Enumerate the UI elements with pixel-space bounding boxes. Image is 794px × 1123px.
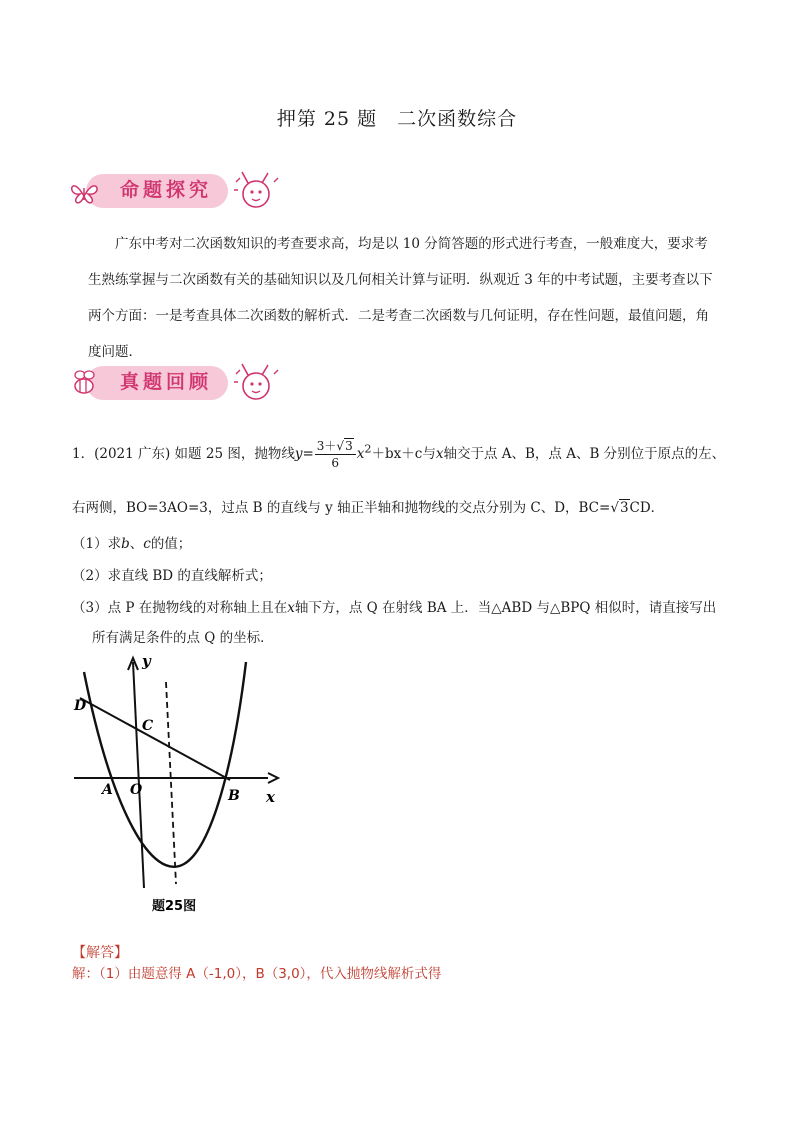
problem-tail: 轴交于点 A、B，点 A、B 分别位于原点的左、 <box>443 446 726 462</box>
label-c: C <box>142 718 154 734</box>
q3-text-b: 轴下方，点 Q 在射线 BA 上．当△ABD 与△BPQ 相似时，请直接写出 <box>294 600 717 616</box>
var-x: x <box>287 600 295 616</box>
label-b: B <box>228 788 240 804</box>
section-banner-review <box>66 358 286 406</box>
var-y: y <box>294 446 303 462</box>
bee-icon <box>75 371 94 393</box>
y-axis <box>133 662 144 888</box>
problem-lead: 1．(2021 广东) 如题 25 图，抛物线 <box>72 446 295 462</box>
problem-condition: 右两侧，BO=3AO=3，过点 B 的直线与 y 轴正半轴和抛物线的交点分别为 C、D，BC= <box>72 500 611 516</box>
problem-condition-end: CD． <box>629 500 665 516</box>
fraction-sqrt: 3 <box>345 439 353 453</box>
figure-caption: 题25图 <box>152 899 197 914</box>
label-x: x <box>266 788 275 806</box>
label-a: A <box>102 782 113 798</box>
polynomial-rest: ＋bx＋c与 <box>371 446 436 462</box>
figure-25 <box>72 652 292 926</box>
parabola-diagram <box>72 652 292 922</box>
answer-heading: 【解答】 <box>72 945 128 961</box>
question-3 <box>72 596 716 616</box>
q3-text-a: （3）点 P 在抛物线的对称轴上且在 <box>72 600 288 616</box>
fraction-numerator: 3＋ <box>316 439 337 453</box>
symmetry-axis <box>166 682 176 884</box>
intro-text: 广东中考对二次函数知识的考查要求高，均是以 10 分简答题的形式进行考查，一般难度大，要求考生熟练掌握与二次函数有关的基础知识以及几何相关计算与证明．纵观近 3 年的中考试题，主要考查以下两个方面：一是考查具体二次函数的解析式．二是考查二次函数与几何证明，存在性问题，最值问题，角度问题． <box>88 236 713 360</box>
equals-sign: = <box>302 446 314 462</box>
question-3-continued: 所有满足条件的点 Q 的坐标． <box>92 630 274 646</box>
section-title-review: 真题回顾 <box>120 371 213 393</box>
intro-paragraph <box>88 226 718 370</box>
q1-prefix: （1）求 <box>72 536 122 552</box>
var-x-axis: x <box>435 446 444 462</box>
q1-sep: 、 <box>129 536 144 552</box>
question-1 <box>72 532 191 552</box>
question-2: （2）求直线 BD 的直线解析式； <box>72 568 272 584</box>
line-bd <box>80 698 230 780</box>
problem-line-2: 右两侧，BO=3AO=3，过点 B 的直线与 y 轴正半轴和抛物线的交点分别为 C、D，BC=√3CD． <box>72 500 665 516</box>
rabbit-icon <box>234 364 278 399</box>
q1-suffix: 的值； <box>150 536 192 552</box>
fraction-denominator: 6 <box>331 456 340 470</box>
rabbit-icon <box>234 172 278 207</box>
label-d: D <box>74 698 87 714</box>
sqrt-three: 3 <box>619 500 629 516</box>
problem-line-1 <box>72 438 725 471</box>
section-title-exploration: 命题探究 <box>120 179 213 201</box>
fraction: $\frac{3+√3}{6}$ <box>315 438 356 471</box>
exponent: 2 <box>364 442 372 456</box>
page-title: 押第 25 题 二次函数综合 <box>276 108 518 130</box>
answer-line-1: 解：（1）由题意得 A（-1,0），B（3,0），代入抛物线解析式得 <box>72 966 442 982</box>
var-c: c <box>143 536 151 552</box>
parabola-curve <box>84 662 246 867</box>
label-o: O <box>130 782 143 798</box>
section-banner-exploration <box>66 166 286 214</box>
x-axis-arrow <box>268 773 278 783</box>
var-x: x <box>356 446 365 462</box>
label-y: y <box>142 652 151 670</box>
var-b: b <box>121 536 130 552</box>
